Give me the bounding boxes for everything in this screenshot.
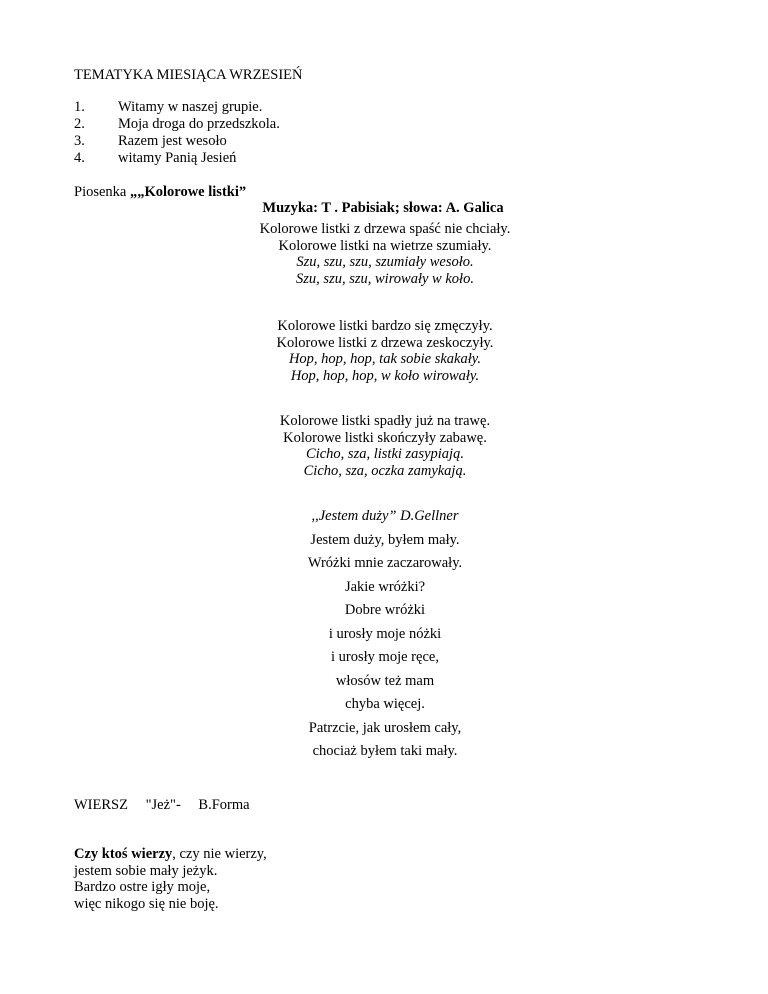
stanza-line: Kolorowe listki na wietrze szumiały. [278, 237, 492, 254]
poem-line: jestem sobie mały jeżyk. [74, 862, 218, 879]
stanza-line: Kolorowe listki bardzo się zmęczyły. [277, 318, 493, 334]
stanza-line: Cicho, sza, oczka zamykają. [303, 462, 467, 479]
poem-jez [74, 846, 267, 912]
page-heading: TEMATYKA MIESIĄCA WRZESIEŃ [74, 67, 303, 83]
song-intro [74, 184, 246, 201]
stanza-line: Kolorowe listki z drzewa spaść nie chciały. [259, 221, 511, 237]
stanza-line: Kolorowe listki z drzewa zeskoczyły. [276, 334, 494, 351]
stanza-2 [200, 318, 570, 384]
poem-line-rest: , czy nie wierzy, [172, 846, 267, 862]
list-number: 3. [74, 133, 85, 149]
stanza-line: Kolorowe listki skończyły zabawę. [283, 429, 487, 446]
poem-line: Jakie wróżki? [344, 578, 426, 595]
list-text: Razem jest wesoło [118, 133, 227, 149]
poem-line: włosów też mam [335, 672, 435, 689]
poem-line: Wróżki mnie zaczarowały. [307, 555, 463, 571]
poem-line: więc nikogo się nie boję. [74, 895, 219, 912]
poem-line: Dobre wróżki [344, 602, 426, 618]
poem-line: chociaż byłem taki mały. [312, 743, 458, 759]
wiersz-author: B.Forma [198, 797, 250, 813]
poem-line: Patrzcie, jak urosłem cały, [308, 719, 462, 736]
poem-jestem-duzy [200, 508, 570, 767]
stanza-line: Szu, szu, szu, wirowały w koło. [296, 270, 474, 287]
list-number: 1. [74, 99, 85, 115]
poem-line: i urosły moje nóżki [328, 625, 442, 642]
stanza-line: Kolorowe listki spadły już na trawę. [279, 413, 491, 429]
wiersz-heading [74, 797, 264, 814]
list-text: Moja droga do przedszkola. [118, 116, 280, 132]
poem-line [74, 846, 267, 863]
list-number: 4. [74, 150, 85, 166]
list-number: 2. [74, 116, 85, 132]
poem-line: Jestem duży, byłem mały. [310, 531, 460, 548]
song-title: „„Kolorowe listki” [129, 184, 247, 200]
list-text: Witamy w naszej grupie. [118, 99, 263, 115]
stanza-3 [200, 413, 570, 479]
poem-bold-fragment: Czy ktoś wierzy [74, 846, 173, 862]
stanza-line: Hop, hop, hop, tak sobie skakały. [288, 351, 482, 367]
stanza-line: Szu, szu, szu, szumiały wesoło. [296, 254, 474, 270]
stanza-line: Hop, hop, hop, w koło wirowały. [290, 367, 480, 384]
poem-title: ,,Jestem duży” D.Gellner [311, 508, 459, 524]
song-intro-prefix: Piosenka [74, 184, 130, 200]
poem-line: Bardzo ostre igły moje, [74, 879, 211, 895]
song-credits: Muzyka: T . Pabisiak; słowa: A. Galica [262, 200, 504, 216]
list-text: witamy Panią Jesień [118, 150, 237, 166]
stanza-line: Cicho, sza, listki zasypiają. [306, 446, 464, 462]
poem-line: chyba więcej. [345, 696, 425, 712]
poem-line: i urosły moje ręce, [331, 649, 439, 665]
stanza-1 [200, 221, 570, 287]
wiersz-title: "Jeż"- [145, 797, 181, 813]
wiersz-label: WIERSZ [74, 797, 128, 813]
